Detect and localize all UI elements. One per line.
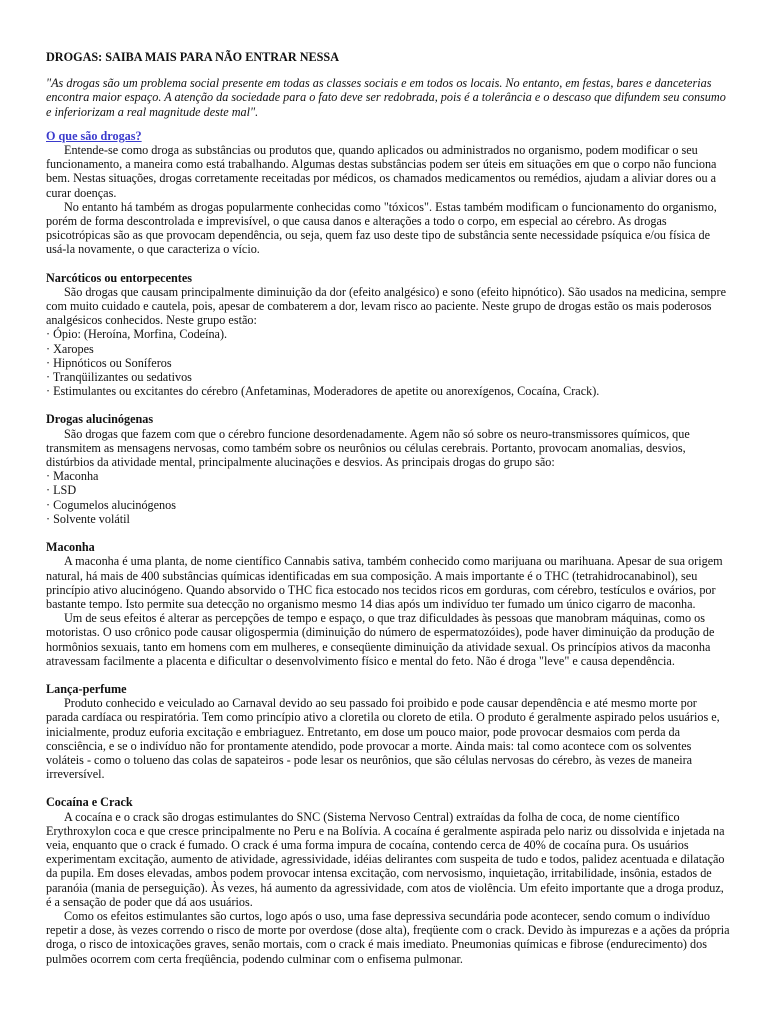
- section-narcotics: [46, 271, 732, 399]
- list-item: · LSD: [46, 483, 732, 497]
- hallucinogens-list: [46, 469, 732, 526]
- section-marijuana: [46, 540, 732, 668]
- section-lanca-perfume: [46, 682, 732, 781]
- paragraph: A maconha é uma planta, de nome científico Cannabis sativa, também conhecido como marijuana ou marihuana. Apesar de sua origem natural, há mais de 400 substâncias químicas identificadas em sua composição. A mais importante é o THC (tetrahidrocanabinol), seu princípio ativo alucinógeno. Quando absorvido o THC fica estocado nos tecidos ricos em gorduras, com cérebro, testículos e ovários, por bastante tempo. Isto permite sua detecção no organismo mesmo 14 dias após um indivíduo ter fumado um único cigarro de maconha.: [46, 554, 723, 611]
- section-heading: Lança-perfume: [46, 681, 127, 696]
- paragraph: São drogas que fazem com que o cérebro funcione desordenadamente. Agem não só sobre os neuro-transmissores químicos, que transmitem as mensagens nervosas, como também sobre os neurônios ou células cerebrais. Portanto, provocam anomalias, desvios, distúrbios da atividade mental, principalmente alucinações e desvios. As principais drogas do grupo são:: [46, 426, 690, 470]
- list-item: · Hipnóticos ou Soníferos: [46, 356, 732, 370]
- paragraph: No entanto há também as drogas popularmente conhecidas como "tóxicos". Estas também modificam o funcionamento do organismo, porém de forma descontrolada e imprevisível, o que causa danos e alterações a todo o corpo, em especial ao cérebro. As drogas psicotrópicas são as que provocam dependência, ou seja, quem faz uso deste tipo de substância sente necessidade psíquica e/ou física de usá-la novamente, o que caracteriza o vício.: [46, 199, 717, 257]
- paragraph: Como os efeitos estimulantes são curtos, logo após o uso, uma fase depressiva secundária pode acontecer, sendo comum o indivíduo repetir a dose, às vezes correndo o risco de morte por overdose (dose alta), freqüente com o crack. Devido às impurezas e a ações da própria droga, o risco de intoxicações graves, senão mortais, com o crack é mais imediato. Pneumonias químicas e fibrose (endurecimento) dos pulmões ocorrem com certa freqüência, podendo culminar com o enfisema pulmonar.: [46, 908, 730, 966]
- list-item: · Xaropes: [46, 342, 732, 356]
- list-item: · Estimulantes ou excitantes do cérebro (Anfetaminas, Moderadores de apetite ou anorexígenos, Cocaína, Crack).: [46, 384, 732, 398]
- list-item: · Tranqüilizantes ou sedativos: [46, 370, 732, 384]
- list-item: · Solvente volátil: [46, 512, 732, 526]
- section-what-are-drugs: [46, 129, 732, 257]
- paragraph: São drogas que causam principalmente diminuição da dor (efeito analgésico) e sono (efeito hipnótico). São usados na medicina, sempre com muito cuidado e cautela, pois, apesar de combaterem a dor, levam risco ao paciente. Neste grupo de drogas estão os mais poderosos analgésicos conhecidos. Neste grupo estão:: [46, 284, 726, 328]
- intro-quote: "As drogas são um problema social presente em todas as classes sociais e em todos os locais. No entanto, em festas, bares e danceterias encontra maior espaço. A atenção da sociedade para o fato deve ser redobrada, pois é a tolerância e o descaso que difundem seu consumo e inferiorizam a real magnitude deste mal".: [46, 76, 726, 119]
- section-heading-link[interactable]: O que são drogas?: [46, 128, 142, 143]
- section-hallucinogens: [46, 412, 732, 526]
- section-cocaine-crack: [46, 795, 732, 965]
- list-item: · Maconha: [46, 469, 732, 483]
- section-heading: Narcóticos ou entorpecentes: [46, 270, 192, 285]
- section-heading: Cocaína e Crack: [46, 795, 133, 810]
- narcotics-list: [46, 327, 732, 398]
- paragraph: Um de seus efeitos é alterar as percepções de tempo e espaço, o que traz dificuldades às pessoas que manobram máquinas, como os motoristas. O uso crônico pode causar oligospermia (diminuição do número de espermatozóides), pode haver diminuição da produção de hormônios sexuais, tanto em homens com em mulheres, e conseqüente diminuição da atividade sexual. Os princípios ativos da maconha atravessam facilmente a placenta e dificultar o desenvolvimento físico e mental do feto. Não é droga "leve" e causa dependência.: [46, 611, 715, 668]
- list-item: · Cogumelos alucinógenos: [46, 498, 732, 512]
- list-item: · Ópio: (Heroína, Morfina, Codeína).: [46, 327, 732, 341]
- document-title: DROGAS: SAIBA MAIS PARA NÃO ENTRAR NESSA: [46, 50, 339, 64]
- paragraph: Entende-se como droga as substâncias ou produtos que, quando aplicados ou administrados no organismo, podem modificar o seu funcionamento, a maneira como está trabalhando. Algumas destas substâncias podem ser úteis em situações em que o corpo não funciona bem. Nestas situações, drogas corretamente receitadas por médicos, os chamados medicamentos ou remédios, ajudam a aliviar dores ou a curar doenças.: [46, 143, 717, 200]
- paragraph: Produto conhecido e veiculado ao Carnaval devido ao seu passado foi proibido e pode causar dependência e até mesmo morte por parada cardíaca ou respiratória. Tem como princípio ativo a cloretila ou cloreto de etila. O produto é geralmente aspirado pelos usuários e, inicialmente, produz euforia excitação e embriaguez. Entretanto, em dose um pouco maior, pode provocar desmaios com perda da consciência, e se o indivíduo não for prontamente atendido, pode provocar a morte. Ainda mais: tal como acontece com os solventes voláteis - como o tolueno das colas de sapateiros - pode lesar os neurônios, que são células nervosas do cérebro, às vezes de maneira irreversível.: [46, 696, 720, 782]
- paragraph: A cocaína e o crack são drogas estimulantes do SNC (Sistema Nervoso Central) extraídas da folha de coca, de nome científico Erythroxylon coca e que cresce principalmente no Peru e na Bolívia. A cocaína é geralmente aspirada pelo nariz ou dissolvida e injetada na veia, enquanto que o crack é fumado. O crack é uma forma impura de cocaína, contendo cerca de 40% de cocaína pura. Os usuários experimentam excitação, aumento de atividade, agressividade, idéias delirantes com suspeita de tudo e todos, palidez acentuada e dilatação da pupila. Em doses elevadas, ambos podem provocar intensa excitação, com nervosismo, inquietação, irritabilidade, insônia, estados de paranóia (mania de perseguição). Às vezes, há aumento da agressividade, com atos de violência. Um efeito importante que a droga produz, é a sensação de poder que dá aos usuários.: [46, 809, 725, 909]
- section-heading: Maconha: [46, 540, 95, 555]
- section-heading: Drogas alucinógenas: [46, 412, 154, 427]
